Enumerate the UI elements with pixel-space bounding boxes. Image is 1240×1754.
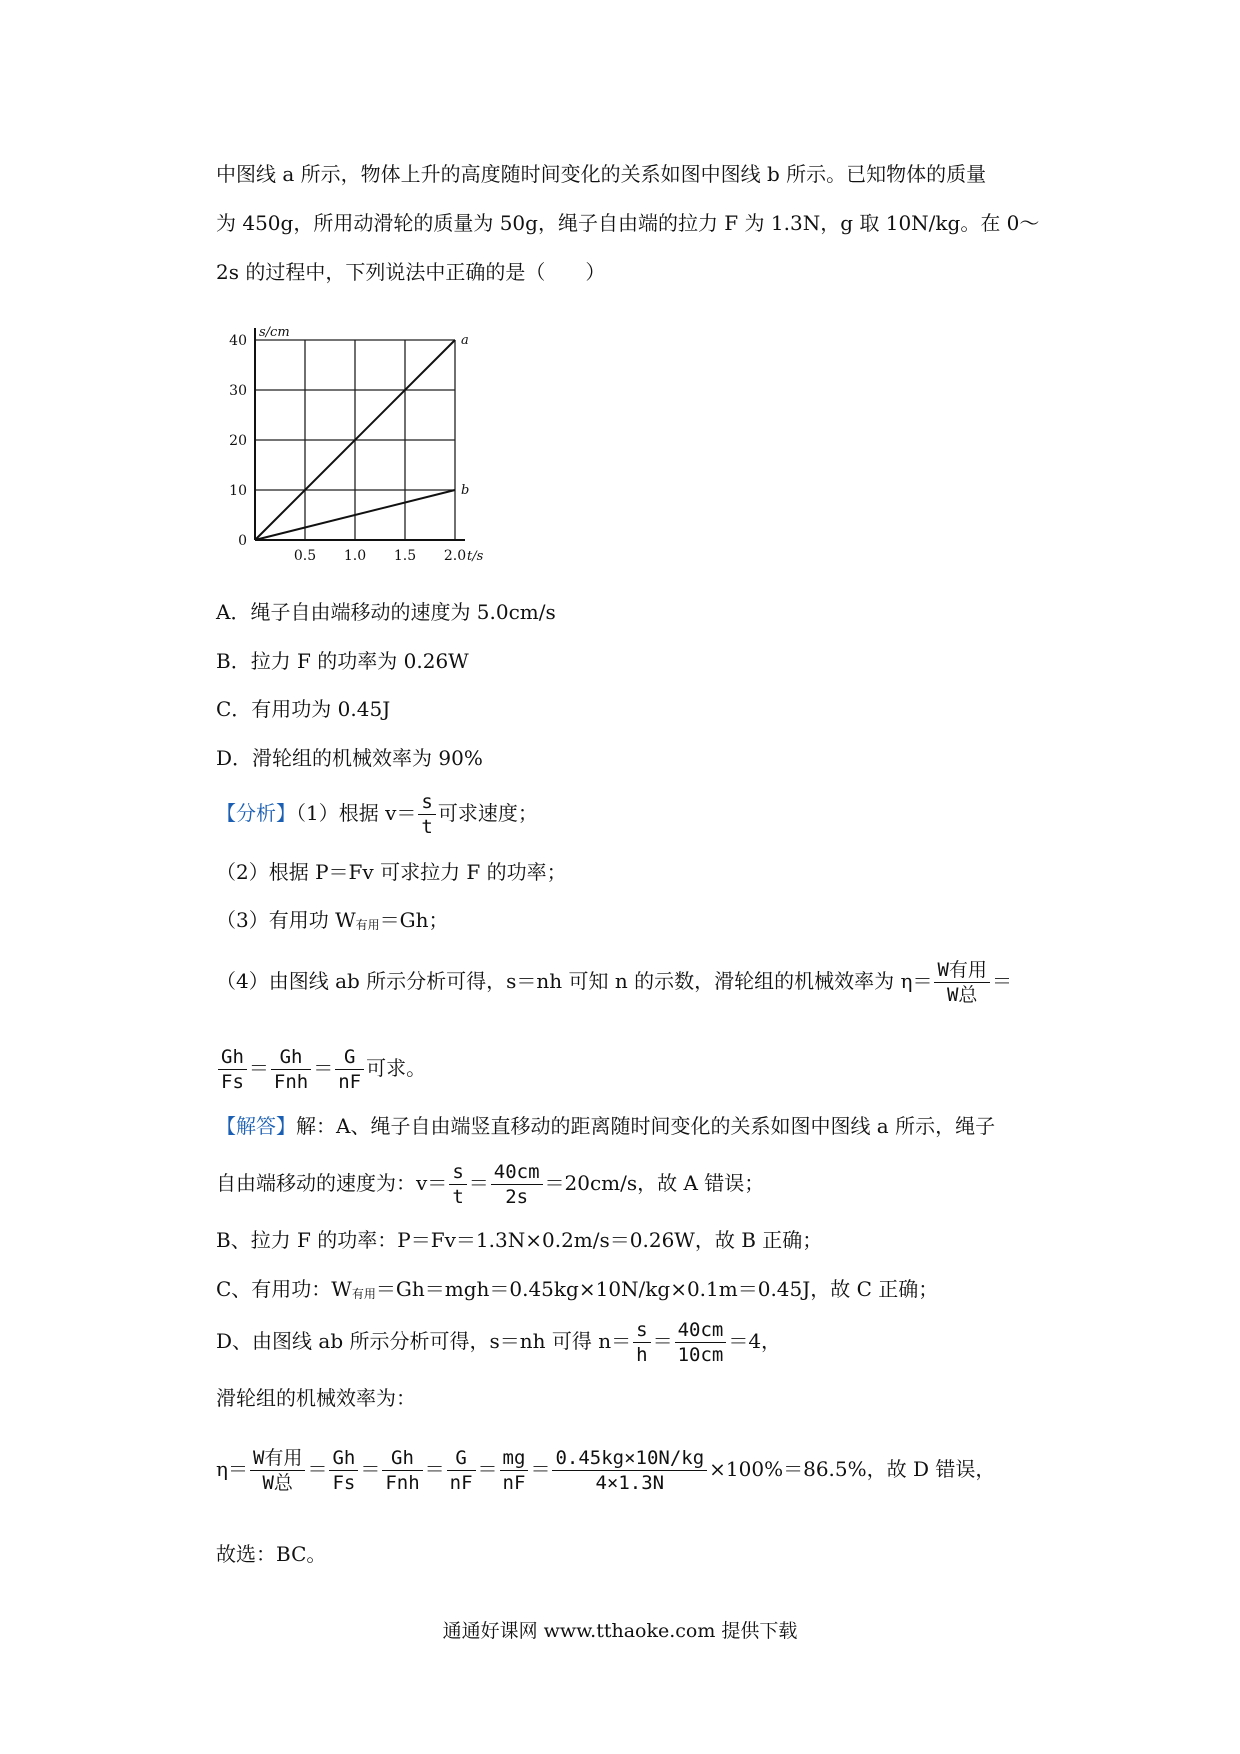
option-b: B．拉力 F 的功率为 0.26W [216, 649, 469, 673]
fraction: $\frac{Gh}{\text{Fnh}}$ [271, 1045, 311, 1094]
solution-tag: 【解答】 [216, 1114, 296, 1138]
fraction: $\frac{40cm}{10cm}$ [675, 1318, 727, 1367]
solution-line-a2: 自由端移动的速度为：v＝ $\frac{s}{t}$ ＝ $\frac{40cm}{2s}$ ＝20cm/s，故 A 错误； [216, 1161, 765, 1208]
y-tick-label: 30 [229, 383, 247, 399]
fraction: $\frac{Gh}{Fs}$ [218, 1045, 247, 1094]
option-c: C．有用功为 0.45J [216, 697, 391, 721]
fraction: $\frac{40cm}{2s}$ [491, 1160, 543, 1209]
solution-line-e: 滑轮组的机械效率为： [216, 1386, 416, 1410]
x-tick-label: 1.5 [393, 548, 417, 564]
solution-line-f: η＝ $\frac{\text{W有用}}{\text{W总}}$ ＝ $\frac{Gh}{Fs}$ ＝ $\frac{Gh}{\text{Fnh}}$ ＝ $\frac{G}{nF}$ ＝ $\frac{mg}{nF}$ ＝ $\frac{0.45kg\times 10N/kg}{4\times 1.3N}$ ×100%＝86.5%，故 D 错误， [216, 1447, 996, 1494]
y-tick-label: 0 [238, 533, 247, 549]
fraction: $\frac{Gh}{\text{Fnh}}$ [382, 1446, 422, 1495]
option-d: D．滑轮组的机械效率为 90% [216, 746, 483, 770]
analysis-step-1: 【分析】（1）根据 v＝ $\frac{s}{t}$ 可求速度； [216, 791, 538, 838]
solution-line-b: B、拉力 F 的功率：P＝Fv＝1.3N×0.2m/s＝0.26W，故 B 正确； [216, 1228, 823, 1252]
question-line-2: 为 450g，所用动滑轮的质量为 50g，绳子自由端的拉力 F 为 1.3N，g 取 10N/kg。在 0～ [216, 211, 1040, 235]
x-tick-label: 1.0 [343, 548, 367, 564]
fraction: $\frac{s}{t}$ [418, 790, 435, 839]
solution-line-c: C、有用功：W有用＝Gh＝mgh＝0.45kg×10N/kg×0.1m＝0.45J，故 C 正确； [216, 1277, 939, 1301]
option-a: A．绳子自由端移动的速度为 5.0cm/s [216, 600, 556, 624]
analysis-step-5: $\frac{Gh}{Fs}$ ＝ $\frac{Gh}{\text{Fnh}}$ ＝ $\frac{G}{nF}$ 可求。 [216, 1045, 426, 1094]
x-tick-label: 2.0 [443, 548, 467, 564]
series-label-b: b [461, 483, 470, 498]
fraction: $\frac{G}{nF}$ [335, 1045, 364, 1094]
y-axis-label: s/cm [259, 325, 290, 340]
analysis-step-3: （3）有用功 W有用＝Gh； [216, 908, 449, 932]
fraction: $\frac{G}{nF}$ [447, 1446, 476, 1495]
solution-line-d: D、由图线 ab 所示分析可得，s＝nh 可得 n＝ $\frac{s}{h}$ ＝ $\frac{40cm}{10cm}$ ＝4， [216, 1319, 782, 1366]
y-tick-label: 20 [229, 433, 247, 449]
y-tick-label: 10 [229, 483, 247, 499]
fraction: $\frac{Gh}{Fs}$ [329, 1446, 358, 1495]
x-axis-label: t/s [467, 549, 484, 564]
fraction: $\frac{s}{t}$ [449, 1160, 466, 1209]
fraction: $\frac{0.45kg\times 10N/kg}{4\times 1.3N}$ [552, 1446, 707, 1495]
solution-line-g: 故选：BC。 [216, 1542, 327, 1566]
fraction: $\frac{\text{W有用}}{\text{W总}}$ [250, 1446, 305, 1495]
distance-time-chart [210, 312, 500, 572]
question-line-1: 中图线 a 所示，物体上升的高度随时间变化的关系如图中图线 b 所示。已知物体的质量 [216, 162, 987, 186]
question-line-3: 2s 的过程中，下列说法中正确的是（ ） [216, 260, 606, 284]
series-label-a: a [461, 333, 469, 348]
analysis-step-2: （2）根据 P＝Fv 可求拉力 F 的功率； [216, 860, 567, 884]
analysis-step-4: （4）由图线 ab 所示分析可得，s＝nh 可知 n 的示数，滑轮组的机械效率为 η＝ $\frac{\text{W有用}}{\text{W总}}$ ＝ [216, 959, 1012, 1006]
solution-line-a1: 【解答】解：A、绳子自由端竖直移动的距离随时间变化的关系如图中图线 a 所示，绳子 [216, 1114, 996, 1138]
x-tick-label: 0.5 [293, 548, 317, 564]
page-footer: 通通好课网 www.tthaoke.com 提供下载 [442, 1620, 798, 1642]
fraction: $\frac{\text{W有用}}{\text{W总}}$ [934, 958, 989, 1007]
y-tick-label: 40 [229, 333, 247, 349]
fraction: $\frac{s}{h}$ [633, 1318, 650, 1367]
fraction: $\frac{mg}{nF}$ [500, 1446, 529, 1495]
analysis-tag: 【分析】 [216, 801, 296, 825]
